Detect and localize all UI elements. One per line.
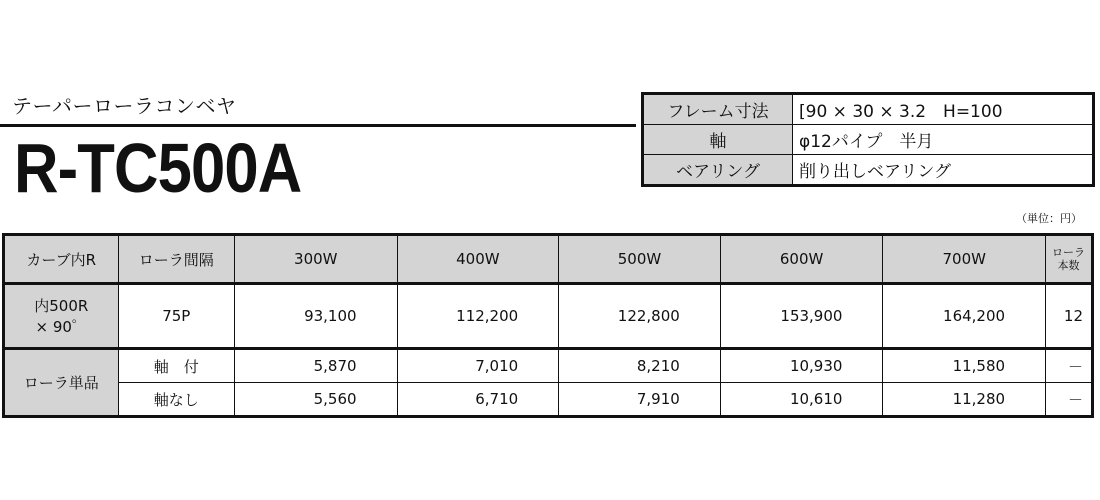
price-700w: 164,200 (883, 284, 1046, 349)
product-subtitle: テーパーローラコンベヤ (12, 94, 237, 118)
spec-value-shaft: φ12パイプ 半月 (793, 125, 1094, 155)
price-700w: 11,280 (883, 383, 1046, 417)
header-curve: カーブ内R (4, 235, 119, 284)
header-400w: 400W (397, 235, 559, 284)
header-300w: 300W (235, 235, 398, 284)
spec-value-bearing: 削り出しベアリング (793, 155, 1094, 186)
price-600w: 153,900 (720, 284, 883, 349)
spec-row (643, 94, 1094, 125)
price-400w: 7,010 (397, 349, 559, 383)
price-500w: 7,910 (559, 383, 721, 417)
without-shaft-label: 軸なし (118, 383, 234, 417)
spec-label-frame: フレーム寸法 (643, 94, 793, 125)
price-table (2, 233, 1094, 418)
price-300w: 5,560 (235, 383, 398, 417)
spec-row (643, 155, 1094, 186)
header-pitch: ローラ間隔 (118, 235, 234, 284)
price-header-row (4, 235, 1093, 284)
single-roller-label: ローラ単品 (4, 349, 119, 417)
header-roller-count: ローラ本数 (1046, 235, 1093, 284)
roller-count: 12 (1046, 284, 1093, 349)
unit-note: （単位：円） (1016, 212, 1082, 225)
title-divider (0, 124, 636, 127)
pitch-value: 75P (118, 284, 234, 349)
price-300w: 93,100 (235, 284, 398, 349)
spec-value-frame: [90 × 30 × 3.2 H=100 (793, 94, 1094, 125)
price-600w: 10,610 (720, 383, 883, 417)
price-400w: 112,200 (397, 284, 559, 349)
price-500w: 122,800 (559, 284, 721, 349)
price-300w: 5,870 (235, 349, 398, 383)
curve-radius-cell (4, 284, 119, 349)
header-700w: 700W (883, 235, 1046, 284)
table-row (4, 383, 1093, 417)
price-600w: 10,930 (720, 349, 883, 383)
spec-label-bearing: ベアリング (643, 155, 793, 186)
model-number: R-TC500A (14, 129, 302, 207)
table-row (4, 284, 1093, 349)
roller-count: － (1046, 383, 1093, 417)
price-700w: 11,580 (883, 349, 1046, 383)
spec-label-shaft: 軸 (643, 125, 793, 155)
table-row (4, 349, 1093, 383)
price-400w: 6,710 (397, 383, 559, 417)
with-shaft-label: 軸 付 (118, 349, 234, 383)
curve-radius: 内500R (34, 297, 89, 315)
roller-count: － (1046, 349, 1093, 383)
curve-angle: × 90゜ (35, 318, 87, 336)
header-500w: 500W (559, 235, 721, 284)
header-600w: 600W (720, 235, 883, 284)
spec-row (643, 125, 1094, 155)
price-500w: 8,210 (559, 349, 721, 383)
spec-table (641, 92, 1095, 187)
